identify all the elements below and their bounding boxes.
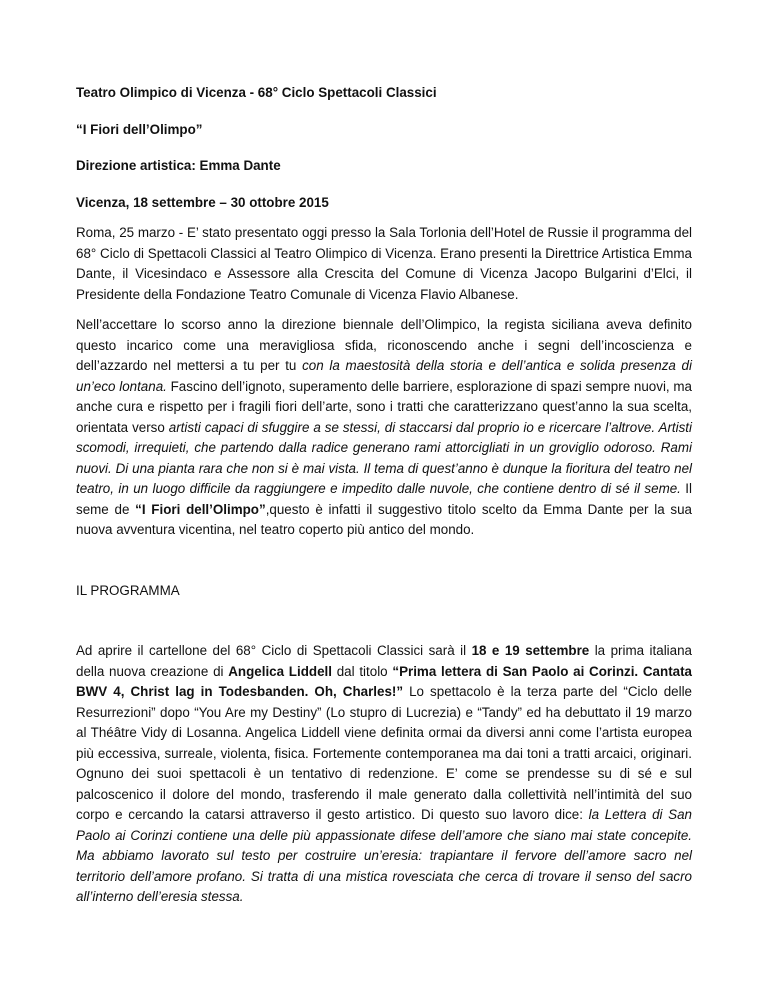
text-run: la prima italiana della nuova creazione di	[76, 643, 692, 679]
italic-run: con la maestosità della storia e dell’antica e solida presenza di un’eco lontana.	[76, 358, 692, 394]
text-run: Lo spettacolo è la terza parte del “Ciclo delle Resurrezioni” dopo “You Are my Destiny” (Lo stupro di Lucrezia) e “Tandy” ed ha debuttato il 19 marzo al Théâtre Vidy di Losanna. Angelica Liddell viene definita ormai da diversi anni come l’artista europea più eccessiva, surreale, violenta, fisica. Fortemente contemporanea ma dai toni a tratti arcaici, originari. Ognuno dei suoi spettacoli è un tentativo di redenzione. E’ come se prendesse su di sé e sul palcoscenico il dolore del mondo, trasferendo il male generato dalla collettività nell’intimità del suo corpo e cercando la catarsi attraverso il gesto artistico. Di questo suo lavoro dice:	[76, 684, 692, 822]
section-title-programma: IL PROGRAMMA	[76, 582, 180, 598]
header-festival-title: “I Fiori dell’Olimpo”	[76, 121, 203, 137]
paragraph-direction	[76, 315, 692, 541]
italic-run: la Lettera di San Paolo ai Corinzi contiene una delle più appassionate difese dell’amore che siano mai state concepite. Ma abbiamo lavorato sul testo per costruire un’eresia: trapiantare il fervore dell’amore sacro nel territorio dell’amore profano. Si tratta di una mistica rovesciata che cerca di trovare il senso del sacro all’interno dell’eresia stessa.	[76, 807, 692, 904]
bold-run: “I Fiori dell’Olimpo”	[135, 501, 266, 517]
bold-run: “Prima lettera di San Paolo ai Corinzi. Cantata BWV 4, Christ lag in Todesbanden. Oh, Charles!”	[76, 663, 693, 699]
paragraph-presentation: Roma, 25 marzo - E’ stato presentato oggi presso la Sala Torlonia dell’Hotel de Russie il programma del 68° Ciclo di Spettacoli Classici al Teatro Olimpico di Vicenza. Erano presenti la Direttrice Artistica Emma Dante, il Vicesindaco e Assessore alla Crescita del Comune di Vicenza Jacopo Bulgarini d’Elci, il Presidente della Fondazione Teatro Comunale di Vicenza Flavio Albanese.	[76, 225, 692, 302]
text-run: dal titolo	[331, 663, 393, 679]
paragraph-programma	[76, 641, 692, 908]
text-run: Fascino dell’ignoto, superamento delle barriere, esplorazione di spazi sempre nuovi, ma anche cura e rispetto per i fragili fiori dell’arte, sono i tratti che caratterizzano quest’anno la sua scelta, orientata verso	[76, 378, 692, 435]
header-dates: Vicenza, 18 settembre – 30 ottobre 2015	[76, 194, 329, 210]
text-run: Nell’accettare lo scorso anno la direzione biennale dell’Olimpico, la regista siciliana aveva definito questo incarico come una meravigliosa sfida, riconoscendo anche i segni dell’incoscienza e dell’azzardo nel mettersi a tu per tu	[76, 317, 692, 373]
bold-run: Angelica Liddell	[228, 663, 332, 679]
text-run: ,questo è infatti il suggestivo titolo scelto da Emma Dante per la sua nuova avventura vicentina, nel teatro coperto più antico del mondo.	[76, 501, 692, 537]
bold-run: 18 e 19 settembre	[471, 643, 590, 658]
header-theatre-title: Teatro Olimpico di Vicenza - 68° Ciclo Spettacoli Classici	[76, 85, 437, 100]
spacer	[76, 601, 692, 641]
text-run: Il seme de	[76, 481, 693, 517]
header-artistic-direction: Direzione artistica: Emma Dante	[76, 158, 281, 173]
italic-run: artisti capaci di sfuggire a se stessi, di staccarsi dal proprio io e ricercare l’altrove. Artisti scomodi, irrequieti, che partendo dalla radice generano rami attorcigliati in un groviglio odoroso. Rami nuovi. Di una pianta rara che non si è mai vista. Il tema di quest’anno è dunque la fioritura del teatro nel teatro, in un luogo difficile da raggiungere e impedito dalle nuvole, che contiene dentro di sé il seme.	[76, 419, 692, 496]
text-run: Ad aprire il cartellone del 68° Ciclo di Spettacoli Classici sarà il	[76, 643, 472, 658]
